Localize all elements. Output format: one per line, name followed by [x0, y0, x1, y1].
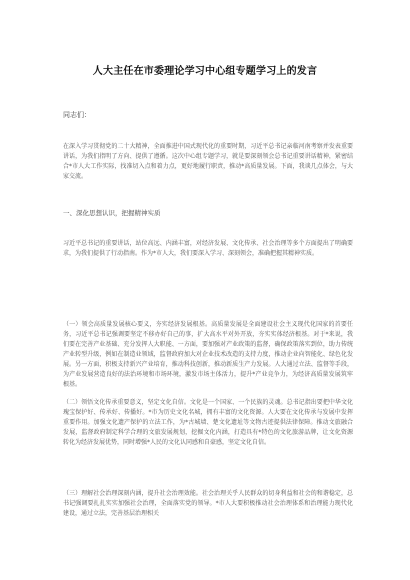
subsection-2-paragraph: （二）领悟文化传承重要意义，坚定文化自信。文化是一个国家、一个民族的灵魂。总书记指出要把中华文化瑰宝保护好、传承好、传播好。*市为历史文化名城，拥有丰富的文化资源。人大要在文化传承与发展中发挥重要作用。加强文化遗产保护的立法工作，为*古城墙、楚文化遗址等文物古迹提供法律保障。推动文旅融合发展，监督政府制定科学合理的文旅发展规划，挖掘文化内涵，打造具有*特色的文化旅游品牌，让文化资源转化为经济发展优势，同时增强*人民的文化认同感和自豪感，坚定文化自信。 [63, 399, 353, 446]
subsection-3-paragraph: （三）理解社会治理深刻内涵，提升社会治理效能。社会治理关乎人民群众的切身利益和社会的和谐稳定，总书记强调要扎扎实实加强社会治理，全面落实党的领导。*市人大要积极推动社会治理体系和治理能力现代化建设，通过立法，完善基层治理相关 [63, 490, 353, 517]
intro-paragraph: 在深入学习贯彻党的二十大精神，全面推进中国式现代化的重要时期，习近平总书记亲临河南考察并发表重要讲话，为我们指明了方向、提供了遵循。这次中心组专题学习，就是要深刻领会总书记重要讲话精神，紧密结合*市人大工作实际，找准切入点和着力点，更好地履行职责，推动*高质量发展。下面，我谈几点体会，与大家交流。 [63, 143, 353, 180]
page-title: 人大主任在市委理论学习中心组专题学习上的发言 [92, 66, 318, 77]
subsection-1-paragraph: （一）领会高质量发展核心要义，夯实经济发展根基。高质量发展是全面建设社会主义现代化国家的首要任务，习近平总书记强调要坚定不移办好自己的事，扩大高水平对外开放，夯实实体经济根基。对于*来说，我们要在完善产业基础、充分发挥人大职能、一方面，要加强对产业政策的监督，确保政策落实到位，助力传统产业转型升级，例如在制造业领域，监督政府加大对企业技术改造的支持力度，推动企业向智能化、绿色化发展。另一方面，积极支持新兴产业培育，推动科技创新，推动新质生产力发展。人大通过立法、监督等手段，为产业发展营造良好的法治环境和市场环境，激发市场主体活力，提升*产业竞争力，为经济高质量发展筑牢根基。 [63, 321, 353, 388]
section-1-paragraph: 习近平总书记的重要讲话，站位高远、内涵丰富，对经济发展、文化传承、社会治理等多个方面提出了明确要求，为我们提供了行动指南。作为*市人大，我们要深入学习、深刻领会，准确把握其精神实质。 [63, 240, 353, 257]
section-heading-1: 一、深化思想认识，把握精神实质 [63, 209, 161, 217]
salutation: 同志们： [63, 111, 91, 119]
